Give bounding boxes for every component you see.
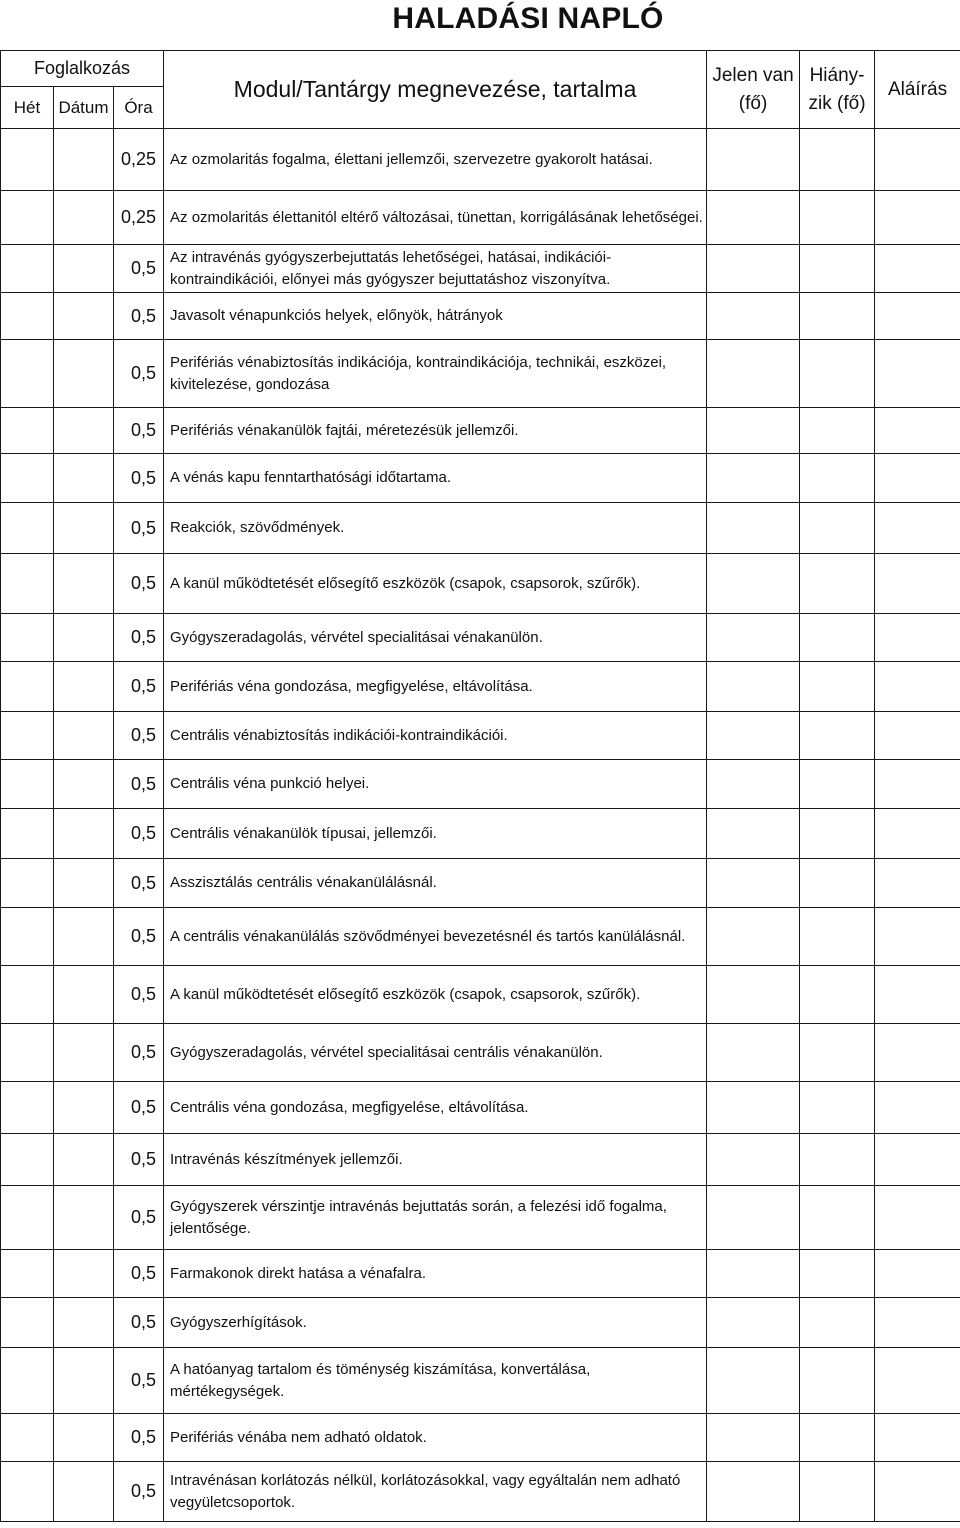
cell-topic: Perifériás véna gondozása, megfigyelése, eltávolítása. [164, 662, 707, 712]
table-row [1, 129, 960, 191]
table-row [1, 712, 960, 760]
cell-het [1, 760, 54, 809]
cell-hianyzik [800, 1462, 875, 1522]
header-jelen-van-line1: Jelen van [712, 64, 794, 86]
header-jelen-van [707, 51, 800, 129]
header-alairas: Aláírás [875, 51, 960, 129]
cell-het [1, 1348, 54, 1414]
cell-het [1, 1082, 54, 1134]
cell-het [1, 662, 54, 712]
cell-jelen-van [707, 662, 800, 712]
cell-jelen-van [707, 760, 800, 809]
header-ora: Óra [114, 87, 164, 129]
cell-topic: Perifériás vénabiztosítás indikációja, kontraindikációja, technikái, eszközei, kivitelezése, gondozása [164, 340, 707, 408]
cell-hianyzik [800, 859, 875, 908]
table-row [1, 760, 960, 809]
cell-alairas [875, 129, 960, 191]
cell-topic: Gyógyszeradagolás, vérvétel specialitásai vénakanülön. [164, 614, 707, 662]
cell-alairas [875, 760, 960, 809]
cell-topic: Javasolt vénapunkciós helyek, előnyök, hátrányok [164, 293, 707, 340]
cell-het [1, 245, 54, 293]
cell-alairas [875, 614, 960, 662]
cell-het [1, 293, 54, 340]
cell-topic: Farmakonok direkt hatása a vénafalra. [164, 1250, 707, 1298]
cell-jelen-van [707, 1298, 800, 1348]
table-row [1, 245, 960, 293]
cell-jelen-van [707, 454, 800, 503]
cell-alairas [875, 1134, 960, 1186]
cell-topic: Gyógyszeradagolás, vérvétel specialitásai centrális vénakanülön. [164, 1024, 707, 1082]
cell-datum [54, 966, 114, 1024]
cell-het [1, 454, 54, 503]
cell-datum [54, 712, 114, 760]
table-row [1, 1250, 960, 1298]
cell-het [1, 191, 54, 245]
cell-alairas [875, 191, 960, 245]
table-row [1, 293, 960, 340]
cell-alairas [875, 245, 960, 293]
header-modul: Modul/Tantárgy megnevezése, tartalma [164, 51, 707, 129]
cell-jelen-van [707, 191, 800, 245]
table-row [1, 908, 960, 966]
cell-alairas [875, 1414, 960, 1462]
cell-jelen-van [707, 614, 800, 662]
cell-hianyzik [800, 503, 875, 554]
cell-topic: Az intravénás gyógyszerbejuttatás lehetőségei, hatásai, indikációi-kontraindikációi, előnyei más gyógyszer bejuttatáshoz viszonyítva. [164, 245, 707, 293]
cell-hianyzik [800, 809, 875, 859]
cell-alairas [875, 454, 960, 503]
table-row [1, 809, 960, 859]
cell-ora: 0,5 [114, 614, 164, 662]
cell-jelen-van [707, 1414, 800, 1462]
table-row [1, 614, 960, 662]
cell-ora: 0,5 [114, 1082, 164, 1134]
cell-ora: 0,5 [114, 293, 164, 340]
cell-hianyzik [800, 129, 875, 191]
cell-topic: A hatóanyag tartalom és töménység kiszámítása, konvertálása, mértékegységek. [164, 1348, 707, 1414]
cell-jelen-van [707, 1024, 800, 1082]
cell-datum [54, 1250, 114, 1298]
cell-hianyzik [800, 1250, 875, 1298]
cell-jelen-van [707, 908, 800, 966]
cell-ora: 0,5 [114, 662, 164, 712]
cell-jelen-van [707, 1250, 800, 1298]
cell-datum [54, 1298, 114, 1348]
cell-alairas [875, 408, 960, 454]
cell-topic: A centrális vénakanülálás szövődményei bevezetésnél és tartós kanülálásnál. [164, 908, 707, 966]
cell-hianyzik [800, 1134, 875, 1186]
cell-het [1, 1298, 54, 1348]
header-hianyzik [800, 51, 875, 129]
cell-ora: 0,5 [114, 1348, 164, 1414]
cell-jelen-van [707, 340, 800, 408]
cell-het [1, 966, 54, 1024]
cell-alairas [875, 1462, 960, 1522]
cell-ora: 0,5 [114, 760, 164, 809]
cell-hianyzik [800, 1024, 875, 1082]
cell-datum [54, 760, 114, 809]
cell-datum [54, 859, 114, 908]
cell-datum [54, 293, 114, 340]
cell-datum [54, 454, 114, 503]
cell-hianyzik [800, 1348, 875, 1414]
cell-topic: Centrális vénakanülök típusai, jellemzői. [164, 809, 707, 859]
cell-alairas [875, 1298, 960, 1348]
cell-het [1, 1414, 54, 1462]
cell-datum [54, 1186, 114, 1250]
cell-ora: 0,5 [114, 712, 164, 760]
header-jelen-van-line2: (fő) [738, 92, 768, 114]
cell-topic: Gyógyszerhígítások. [164, 1298, 707, 1348]
cell-alairas [875, 1348, 960, 1414]
cell-datum [54, 1462, 114, 1522]
cell-topic: Centrális vénabiztosítás indikációi-kontraindikációi. [164, 712, 707, 760]
cell-hianyzik [800, 340, 875, 408]
cell-datum [54, 809, 114, 859]
cell-hianyzik [800, 1298, 875, 1348]
cell-alairas [875, 554, 960, 614]
cell-ora: 0,5 [114, 1250, 164, 1298]
table-row [1, 191, 960, 245]
progress-log-table [0, 50, 960, 1522]
table-row [1, 1414, 960, 1462]
cell-datum [54, 554, 114, 614]
cell-topic: Centrális véna gondozása, megfigyelése, eltávolítása. [164, 1082, 707, 1134]
cell-het [1, 554, 54, 614]
cell-datum [54, 614, 114, 662]
table-row [1, 1462, 960, 1522]
header-datum: Dátum [54, 87, 114, 129]
cell-jelen-van [707, 1186, 800, 1250]
cell-het [1, 503, 54, 554]
cell-ora: 0,5 [114, 809, 164, 859]
cell-hianyzik [800, 293, 875, 340]
table-row [1, 1186, 960, 1250]
table-row [1, 408, 960, 454]
cell-het [1, 1134, 54, 1186]
cell-topic: Gyógyszerek vérszintje intravénás bejuttatás során, a felezési idő fogalma, jelentősége. [164, 1186, 707, 1250]
cell-jelen-van [707, 712, 800, 760]
cell-ora: 0,5 [114, 408, 164, 454]
cell-alairas [875, 966, 960, 1024]
cell-datum [54, 503, 114, 554]
cell-topic: Centrális véna punkció helyei. [164, 760, 707, 809]
header-hianyzik-line2: zik (fő) [808, 92, 866, 114]
cell-ora: 0,5 [114, 245, 164, 293]
cell-jelen-van [707, 1462, 800, 1522]
cell-ora: 0,5 [114, 1462, 164, 1522]
cell-alairas [875, 503, 960, 554]
cell-alairas [875, 340, 960, 408]
cell-hianyzik [800, 1082, 875, 1134]
header-foglalkozas: Foglalkozás [1, 51, 164, 87]
cell-topic: Intravénásan korlátozás nélkül, korlátozásokkal, vagy egyáltalán nem adható vegyületcsoportok. [164, 1462, 707, 1522]
cell-jelen-van [707, 1082, 800, 1134]
cell-ora: 0,5 [114, 503, 164, 554]
cell-ora: 0,5 [114, 908, 164, 966]
cell-ora: 0,5 [114, 966, 164, 1024]
table-row [1, 859, 960, 908]
cell-jelen-van [707, 129, 800, 191]
cell-hianyzik [800, 760, 875, 809]
cell-het [1, 1024, 54, 1082]
table-row [1, 1024, 960, 1082]
cell-het [1, 859, 54, 908]
log-body [1, 129, 960, 1522]
table-row [1, 554, 960, 614]
cell-ora: 0,5 [114, 1024, 164, 1082]
cell-alairas [875, 1250, 960, 1298]
cell-topic: Perifériás vénakanülök fajtái, méretezésük jellemzői. [164, 408, 707, 454]
cell-ora: 0,5 [114, 859, 164, 908]
cell-datum [54, 408, 114, 454]
cell-het [1, 1462, 54, 1522]
cell-datum [54, 340, 114, 408]
cell-alairas [875, 908, 960, 966]
cell-hianyzik [800, 454, 875, 503]
cell-topic: Az ozmolaritás élettanitól eltérő változásai, tünettan, korrigálásának lehetőségei. [164, 191, 707, 245]
cell-ora: 0,25 [114, 191, 164, 245]
table-row [1, 662, 960, 712]
cell-het [1, 340, 54, 408]
cell-het [1, 614, 54, 662]
cell-jelen-van [707, 1348, 800, 1414]
cell-alairas [875, 1024, 960, 1082]
cell-datum [54, 1414, 114, 1462]
cell-het [1, 1250, 54, 1298]
cell-alairas [875, 1082, 960, 1134]
table-row [1, 966, 960, 1024]
table-row [1, 1298, 960, 1348]
cell-topic: A kanül működtetését elősegítő eszközök (csapok, csapsorok, szűrők). [164, 966, 707, 1024]
cell-ora: 0,25 [114, 129, 164, 191]
cell-het [1, 809, 54, 859]
cell-alairas [875, 712, 960, 760]
cell-jelen-van [707, 554, 800, 614]
cell-hianyzik [800, 1186, 875, 1250]
cell-topic: Az ozmolaritás fogalma, élettani jellemzői, szervezetre gyakorolt hatásai. [164, 129, 707, 191]
cell-hianyzik [800, 1414, 875, 1462]
cell-hianyzik [800, 554, 875, 614]
cell-alairas [875, 293, 960, 340]
cell-datum [54, 1134, 114, 1186]
page-title: HALADÁSI NAPLÓ [392, 2, 664, 35]
cell-het [1, 712, 54, 760]
table-row [1, 503, 960, 554]
header-het: Hét [1, 87, 54, 129]
cell-jelen-van [707, 245, 800, 293]
cell-datum [54, 129, 114, 191]
cell-topic: A kanül működtetését elősegítő eszközök (csapok, csapsorok, szűrők). [164, 554, 707, 614]
cell-hianyzik [800, 191, 875, 245]
cell-ora: 0,5 [114, 454, 164, 503]
cell-topic: Intravénás készítmények jellemzői. [164, 1134, 707, 1186]
cell-het [1, 129, 54, 191]
cell-jelen-van [707, 503, 800, 554]
cell-het [1, 408, 54, 454]
cell-jelen-van [707, 408, 800, 454]
cell-topic: Asszisztálás centrális vénakanülálásnál. [164, 859, 707, 908]
cell-datum [54, 1082, 114, 1134]
cell-ora: 0,5 [114, 554, 164, 614]
cell-ora: 0,5 [114, 1186, 164, 1250]
cell-het [1, 1186, 54, 1250]
cell-ora: 0,5 [114, 1298, 164, 1348]
cell-datum [54, 1024, 114, 1082]
cell-hianyzik [800, 908, 875, 966]
cell-alairas [875, 1186, 960, 1250]
table-row [1, 1134, 960, 1186]
cell-het [1, 908, 54, 966]
cell-topic: Perifériás vénába nem adható oldatok. [164, 1414, 707, 1462]
table-row [1, 340, 960, 408]
cell-datum [54, 908, 114, 966]
cell-ora: 0,5 [114, 340, 164, 408]
cell-hianyzik [800, 245, 875, 293]
cell-alairas [875, 859, 960, 908]
cell-topic: A vénás kapu fenntarthatósági időtartama. [164, 454, 707, 503]
cell-jelen-van [707, 859, 800, 908]
cell-datum [54, 1348, 114, 1414]
cell-ora: 0,5 [114, 1414, 164, 1462]
cell-topic: Reakciók, szövődmények. [164, 503, 707, 554]
header-hianyzik-line1: Hiány- [809, 64, 865, 86]
cell-datum [54, 662, 114, 712]
cell-hianyzik [800, 614, 875, 662]
cell-hianyzik [800, 662, 875, 712]
cell-jelen-van [707, 293, 800, 340]
cell-datum [54, 245, 114, 293]
table-row [1, 454, 960, 503]
cell-hianyzik [800, 408, 875, 454]
cell-jelen-van [707, 966, 800, 1024]
cell-alairas [875, 809, 960, 859]
table-row [1, 1082, 960, 1134]
cell-jelen-van [707, 1134, 800, 1186]
cell-datum [54, 191, 114, 245]
cell-ora: 0,5 [114, 1134, 164, 1186]
cell-jelen-van [707, 809, 800, 859]
table-row [1, 1348, 960, 1414]
cell-alairas [875, 662, 960, 712]
cell-hianyzik [800, 712, 875, 760]
cell-hianyzik [800, 966, 875, 1024]
